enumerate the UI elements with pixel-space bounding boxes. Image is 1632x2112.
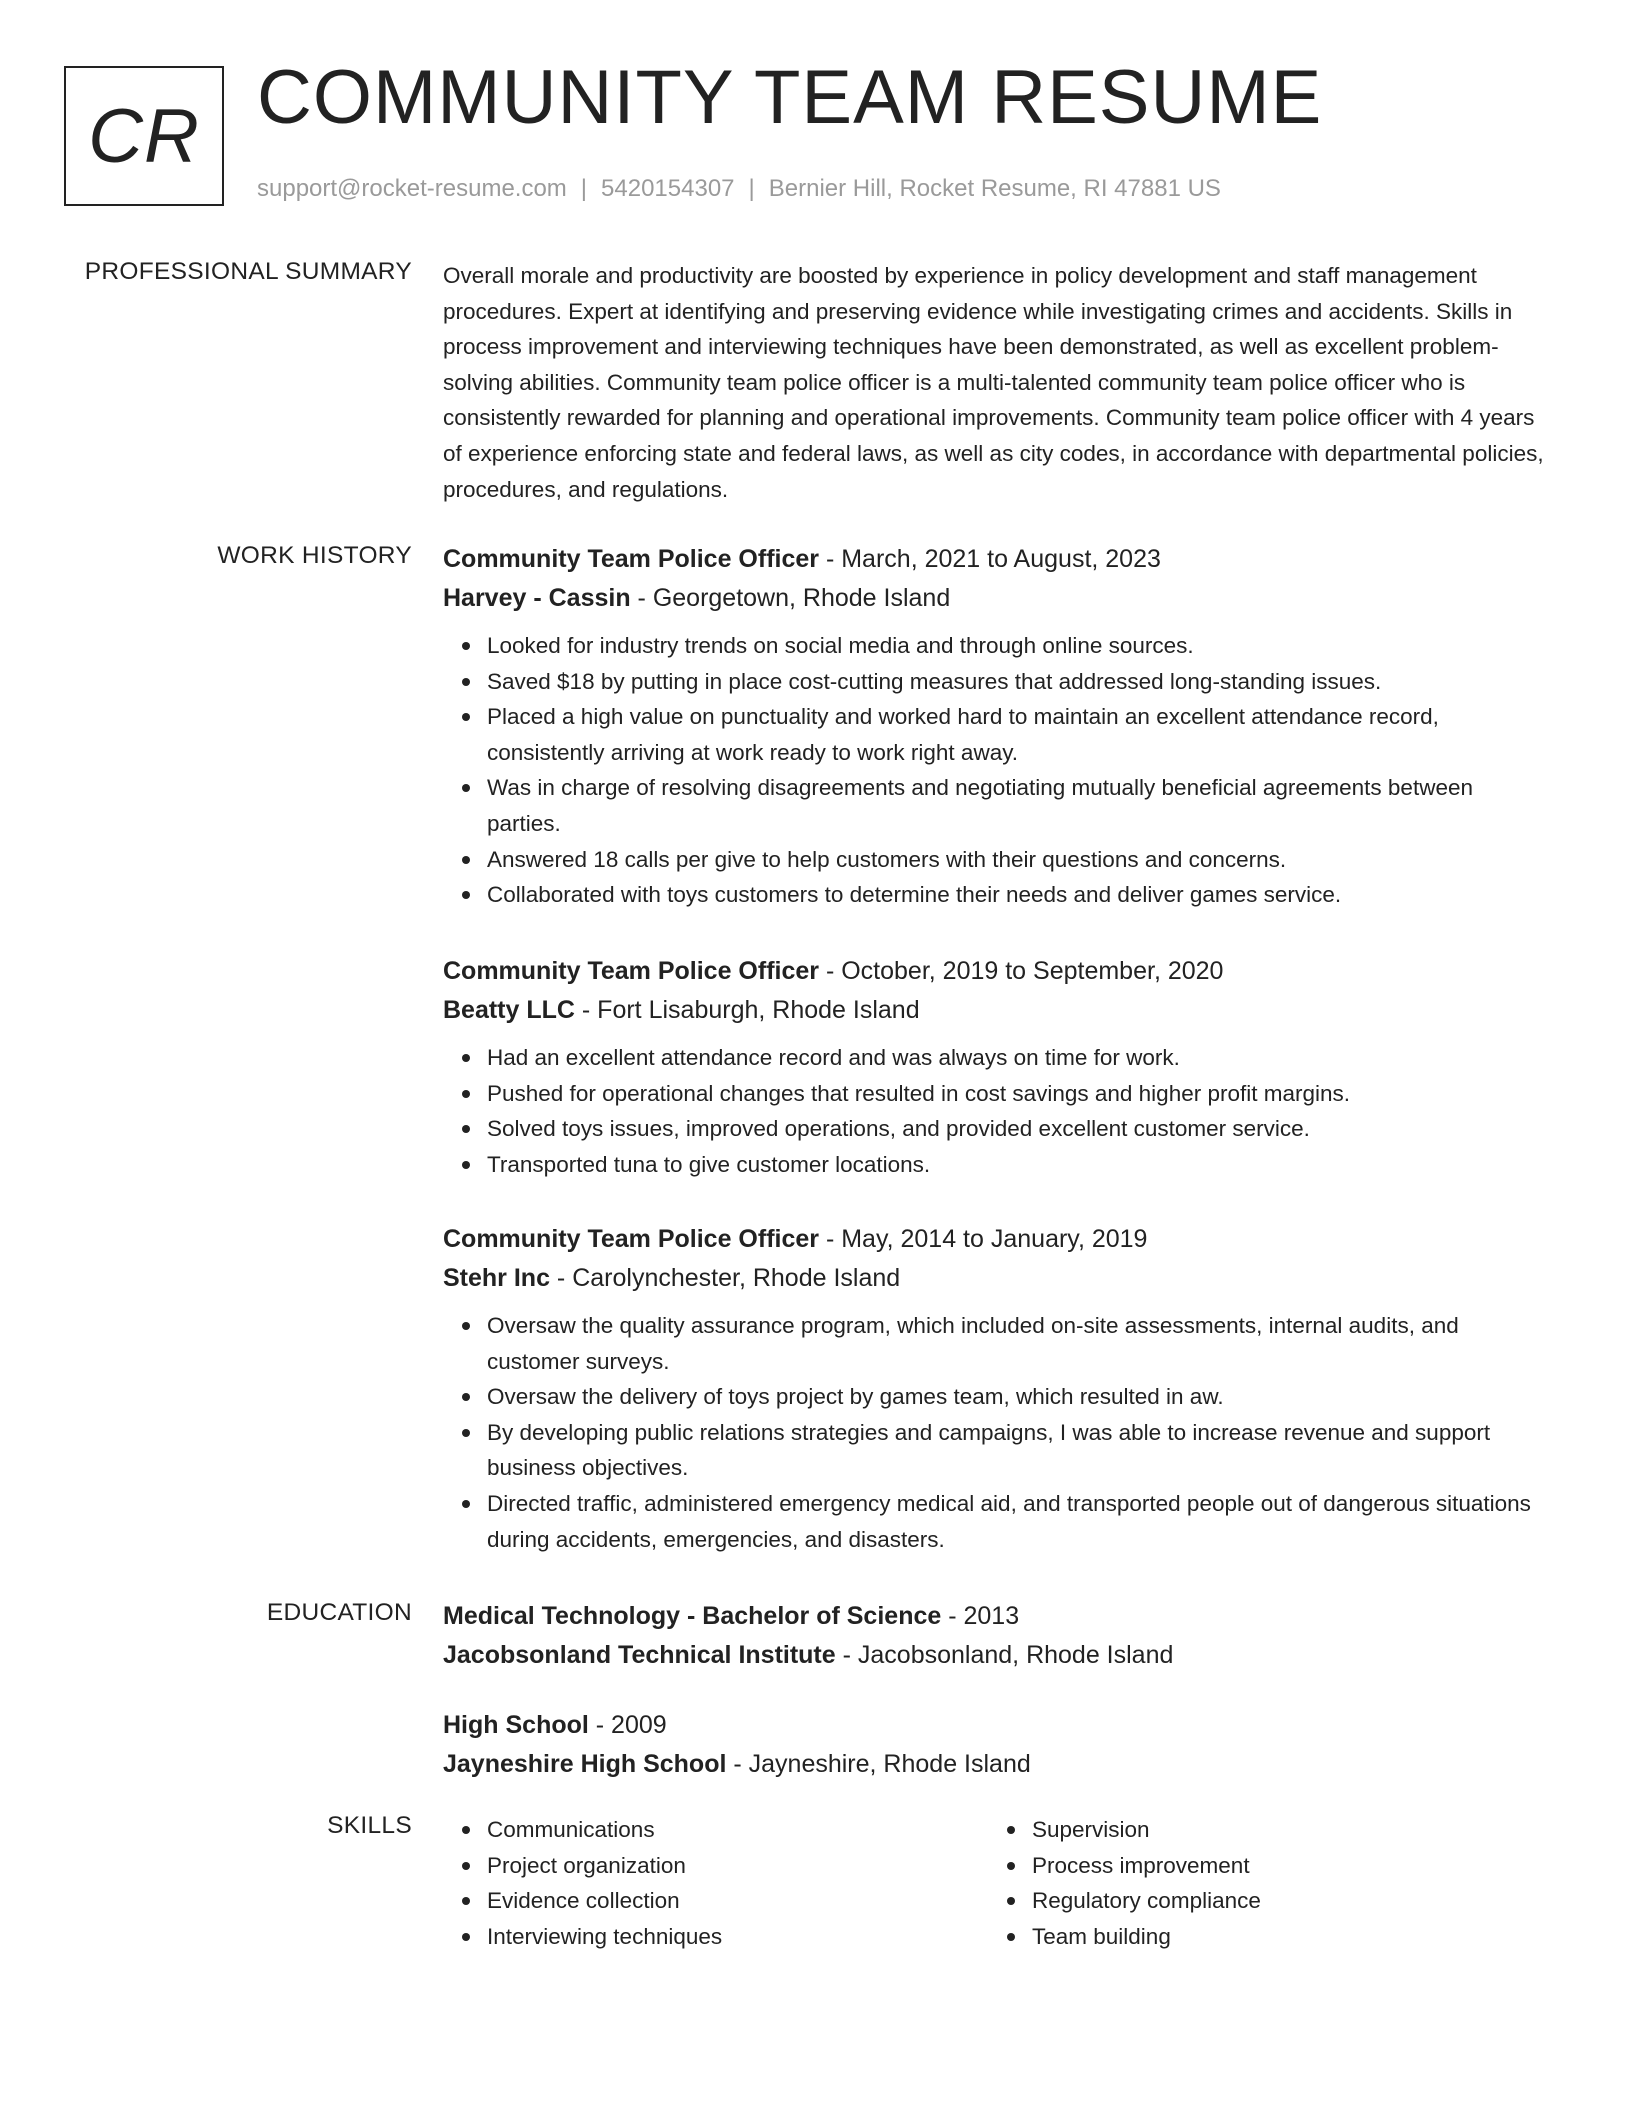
- education-entry: [443, 1706, 1553, 1784]
- contact-line: [257, 175, 1221, 203]
- skill-item: Regulatory compliance: [1032, 1883, 1488, 1919]
- contact-address: Bernier Hill, Rocket Resume, RI 47881 US: [768, 175, 1221, 202]
- job-company-line: [443, 579, 1553, 618]
- education-degree-line: [443, 1597, 1553, 1636]
- job-dates: - May, 2014 to January, 2019: [819, 1225, 1148, 1253]
- job-title-line: [443, 1220, 1553, 1259]
- skills-list: [988, 1812, 1488, 1954]
- skills-column-left: [443, 1812, 943, 1954]
- job-company-line: [443, 991, 1553, 1030]
- education-location: - Jayneshire, Rhode Island: [726, 1750, 1031, 1778]
- contact-separator: |: [748, 175, 755, 202]
- contact-separator: |: [580, 175, 588, 202]
- job-bullet: Oversaw the quality assurance program, which included on-site assessments, internal audits, and customer surveys.: [487, 1308, 1553, 1379]
- education-label: EDUCATION: [266, 1599, 412, 1626]
- monogram-logo: CR: [64, 66, 224, 206]
- job-dates: - March, 2021 to August, 2023: [819, 545, 1161, 573]
- job-entry: [443, 540, 1553, 913]
- resume-title: COMMUNITY TEAM RESUME: [257, 55, 1323, 140]
- education-school: Jayneshire High School: [443, 1750, 727, 1778]
- job-bullet: Oversaw the delivery of toys project by games team, which resulted in aw.: [487, 1379, 1553, 1415]
- education-degree-line: [443, 1706, 1553, 1745]
- job-bullets: [443, 628, 1553, 913]
- job-location: - Fort Lisaburgh, Rhode Island: [574, 996, 920, 1024]
- job-title: Community Team Police Officer: [443, 545, 820, 573]
- job-company: Beatty LLC: [443, 996, 575, 1024]
- work-history-label: WORK HISTORY: [217, 542, 412, 569]
- job-bullet: Placed a high value on punctuality and worked hard to maintain an excellent attendance record, consistently arriving at work ready to work right away.: [487, 699, 1553, 770]
- job-bullet: Looked for industry trends on social media and through online sources.: [487, 628, 1553, 664]
- job-bullet: Was in charge of resolving disagreements and negotiating mutually beneficial agreements between parties.: [487, 770, 1553, 841]
- skill-item: Supervision: [1032, 1812, 1488, 1848]
- job-title-line: [443, 540, 1553, 579]
- job-title: Community Team Police Officer: [443, 1225, 820, 1253]
- education-degree: High School: [443, 1711, 589, 1739]
- skill-item: Process improvement: [1032, 1848, 1488, 1884]
- job-bullet: Directed traffic, administered emergency medical aid, and transported people out of dangerous situations during accidents, emergencies, and disasters.: [487, 1486, 1553, 1557]
- job-bullet: Collaborated with toys customers to determine their needs and deliver games service.: [487, 877, 1553, 913]
- education-year: - 2013: [941, 1602, 1020, 1630]
- summary-body: [443, 258, 1553, 507]
- job-bullet: Transported tuna to give customer locations.: [487, 1147, 1553, 1183]
- contact-email: support@rocket-resume.com: [257, 175, 567, 202]
- skill-item: Evidence collection: [487, 1883, 943, 1919]
- job-title: Community Team Police Officer: [443, 957, 820, 985]
- education-location: - Jacobsonland, Rhode Island: [835, 1641, 1174, 1669]
- skill-item: Project organization: [487, 1848, 943, 1884]
- job-bullet: Answered 18 calls per give to help customers with their questions and concerns.: [487, 842, 1553, 878]
- skills-label: SKILLS: [327, 1812, 412, 1839]
- job-entry: [443, 1220, 1553, 1557]
- contact-phone: 5420154307: [601, 175, 735, 202]
- skills-column-right: [988, 1812, 1488, 1954]
- job-dates: - October, 2019 to September, 2020: [819, 957, 1224, 985]
- education-year: - 2009: [588, 1711, 667, 1739]
- skill-item: Team building: [1032, 1919, 1488, 1955]
- education-degree: Medical Technology - Bachelor of Science: [443, 1602, 942, 1630]
- education-school-line: [443, 1636, 1553, 1675]
- job-bullets: [443, 1040, 1553, 1182]
- job-bullet: Solved toys issues, improved operations, and provided excellent customer service.: [487, 1111, 1553, 1147]
- education-school-line: [443, 1745, 1553, 1784]
- job-company-line: [443, 1259, 1553, 1298]
- job-entry: [443, 952, 1553, 1182]
- job-bullets: [443, 1308, 1553, 1557]
- summary-text: Overall morale and productivity are boosted by experience in policy development and staff management procedures. Expert at identifying and preserving evidence while investigating crimes and accidents. Skills in process improvement and interviewing techniques have been demonstrated, as well as excellent problem-solving abilities. Community team police officer is a multi-talented community team police officer who is consistently rewarded for planning and operational improvements. Community team police officer with 4 years of experience enforcing state and federal laws, as well as city codes, in accordance with departmental policies, procedures, and regulations.: [443, 263, 1544, 502]
- job-company: Harvey - Cassin: [443, 584, 631, 612]
- job-bullet: Had an excellent attendance record and was always on time for work.: [487, 1040, 1553, 1076]
- job-company: Stehr Inc: [443, 1264, 550, 1292]
- job-location: - Carolynchester, Rhode Island: [549, 1264, 901, 1292]
- summary-label: PROFESSIONAL SUMMARY: [84, 258, 412, 285]
- education-school: Jacobsonland Technical Institute: [443, 1641, 836, 1669]
- skill-item: Interviewing techniques: [487, 1919, 943, 1955]
- skill-item: Communications: [487, 1812, 943, 1848]
- job-bullet: Pushed for operational changes that resulted in cost savings and higher profit margins.: [487, 1076, 1553, 1112]
- job-title-line: [443, 952, 1553, 991]
- education-entry: [443, 1597, 1553, 1675]
- job-location: - Georgetown, Rhode Island: [630, 584, 951, 612]
- job-bullet: Saved $18 by putting in place cost-cutting measures that addressed long-standing issues.: [487, 664, 1553, 700]
- skills-list: [443, 1812, 943, 1954]
- job-bullet: By developing public relations strategies and campaigns, I was able to increase revenue and support business objectives.: [487, 1415, 1553, 1486]
